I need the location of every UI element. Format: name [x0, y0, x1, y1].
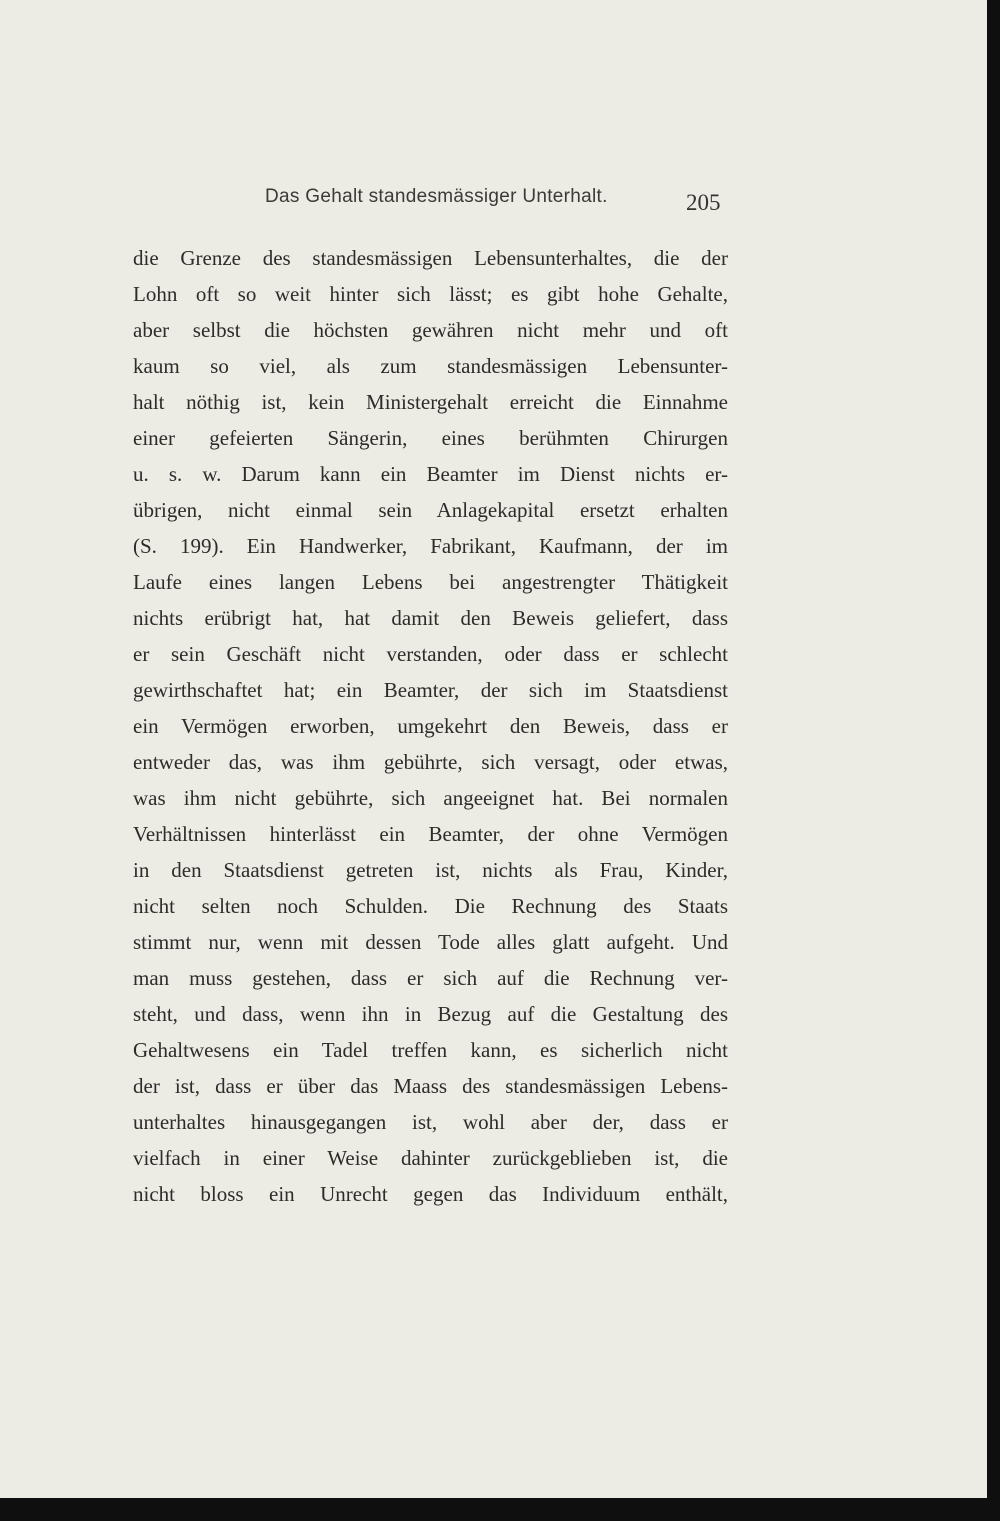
- text-line: ein Vermögen erworben, umgekehrt den Beweis, dass er: [133, 714, 728, 738]
- page-number: 205: [686, 190, 721, 215]
- text-line: (S. 199). Ein Handwerker, Fabrikant, Kaufmann, der im: [133, 534, 728, 558]
- text-line: der ist, dass er über das Maass des standesmässigen Lebens-: [133, 1074, 728, 1098]
- text-line: nicht selten noch Schulden. Die Rechnung des Staats: [133, 894, 728, 918]
- text-line: in den Staatsdienst getreten ist, nichts als Frau, Kinder,: [133, 858, 728, 882]
- text-line: Gehaltwesens ein Tadel treffen kann, es sicherlich nicht: [133, 1038, 728, 1062]
- text-line: einer gefeierten Sängerin, eines berühmten Chirurgen: [133, 426, 728, 450]
- text-line: vielfach in einer Weise dahinter zurückgeblieben ist, die: [133, 1146, 728, 1170]
- text-line: Laufe eines langen Lebens bei angestrengter Thätigkeit: [133, 570, 728, 594]
- body-text: [133, 240, 728, 1212]
- text-line: halt nöthig ist, kein Ministergehalt erreicht die Einnahme: [133, 390, 728, 414]
- text-line: aber selbst die höchsten gewähren nicht mehr und oft: [133, 318, 728, 342]
- text-line: steht, und dass, wenn ihn in Bezug auf die Gestaltung des: [133, 1002, 728, 1026]
- text-line: unterhaltes hinausgegangen ist, wohl aber der, dass er: [133, 1110, 728, 1134]
- text-line: stimmt nur, wenn mit dessen Tode alles glatt aufgeht. Und: [133, 930, 728, 954]
- text-line: gewirthschaftet hat; ein Beamter, der sich im Staatsdienst: [133, 678, 728, 702]
- text-line: was ihm nicht gebührte, sich angeeignet hat. Bei normalen: [133, 786, 728, 810]
- running-header-title: Das Gehalt standesmässiger Unterhalt.: [265, 186, 608, 207]
- text-line: u. s. w. Darum kann ein Beamter im Dienst nichts er-: [133, 462, 728, 486]
- text-line: Verhältnissen hinterlässt ein Beamter, der ohne Vermögen: [133, 822, 728, 846]
- text-line: übrigen, nicht einmal sein Anlagekapital ersetzt erhalten: [133, 498, 728, 522]
- text-line: nicht bloss ein Unrecht gegen das Individuum enthält,: [133, 1182, 728, 1206]
- text-line: er sein Geschäft nicht verstanden, oder dass er schlecht: [133, 642, 728, 666]
- text-line: entweder das, was ihm gebührte, sich versagt, oder etwas,: [133, 750, 728, 774]
- text-line: kaum so viel, als zum standesmässigen Lebensunter-: [133, 354, 728, 378]
- text-line: Lohn oft so weit hinter sich lässt; es gibt hohe Gehalte,: [133, 282, 728, 306]
- text-line: nichts erübrigt hat, hat damit den Beweis geliefert, dass: [133, 606, 728, 630]
- text-line: die Grenze des standesmässigen Lebensunterhaltes, die der: [133, 246, 728, 270]
- text-line: man muss gestehen, dass er sich auf die Rechnung ver-: [133, 966, 728, 990]
